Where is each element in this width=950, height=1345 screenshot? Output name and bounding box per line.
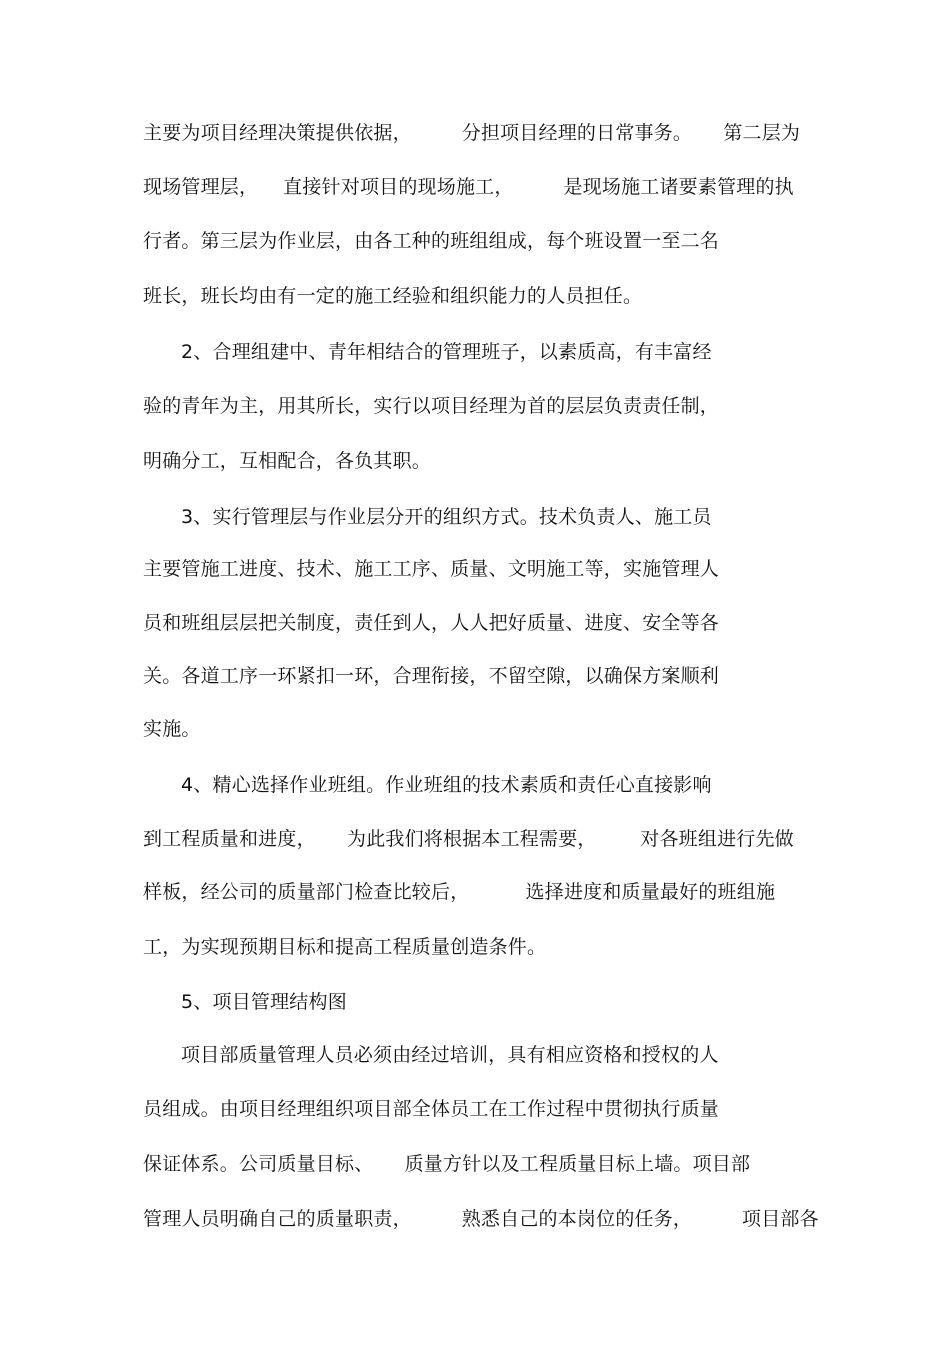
paragraph-4-line-1: 4、精心选择作业班组。作业班组的技术素质和责任心直接影响	[181, 774, 712, 796]
text-line-4: 班长，班长均由有一定的施工经验和组织能力的人员担任。	[143, 285, 643, 307]
text-line-1: 主要为项目经理决策提供依据， 分担项目经理的日常事务。 第二层为	[143, 122, 801, 144]
paragraph-3-line-5: 实施。	[143, 718, 201, 740]
paragraph-3-line-4: 关。各道工序一环紧扣一环，合理衔接，不留空隙，以确保方案顺利	[143, 665, 720, 687]
paragraph-2-line-1: 2、合理组建中、青年相结合的管理班子，以素质高，有丰富经	[181, 341, 712, 363]
paragraph-4-line-2: 到工程质量和进度， 为此我们将根据本工程需要， 对各班组进行先做	[143, 828, 794, 850]
text-line-3: 行者。第三层为作业层，由各工种的班组组成，每个班设置一至二名	[143, 230, 720, 252]
paragraph-4-line-3: 样板，经公司的质量部门检查比较后， 选择进度和质量最好的班组施	[143, 881, 776, 903]
paragraph-6-line-1: 项目部质量管理人员必须由经过培训，具有相应资格和授权的人	[181, 1044, 719, 1066]
paragraph-2-line-2: 验的青年为主，用其所长，实行以项目经理为首的层层负责责任制，	[143, 395, 720, 417]
text-line-2: 现场管理层， 直接针对项目的现场施工， 是现场施工诸要素管理的执	[143, 176, 794, 198]
paragraph-3-line-2: 主要管施工进度、技术、施工工序、质量、文明施工等，实施管理人	[143, 558, 720, 580]
paragraph-3-line-1: 3、实行管理层与作业层分开的组织方式。技术负责人、施工员	[181, 506, 712, 528]
paragraph-4-line-4: 工，为实现预期目标和提高工程质量创造条件。	[143, 936, 547, 958]
paragraph-6-line-2: 员组成。由项目经理组织项目部全体员工在工作过程中贯彻执行质量	[143, 1098, 720, 1120]
paragraph-6-line-4: 管理人员明确自己的质量职责， 熟悉自己的本岗位的任务， 项目部各	[143, 1208, 819, 1230]
paragraph-2-line-3: 明确分工，互相配合，各负其职。	[143, 450, 432, 472]
paragraph-3-line-3: 员和班组层层把关制度，责任到人，人人把好质量、进度、安全等各	[143, 612, 720, 634]
section-heading-5: 5、项目管理结构图	[181, 991, 347, 1013]
paragraph-6-line-3: 保证体系。公司质量目标、 质量方针以及工程质量目标上墙。项目部	[143, 1153, 751, 1175]
